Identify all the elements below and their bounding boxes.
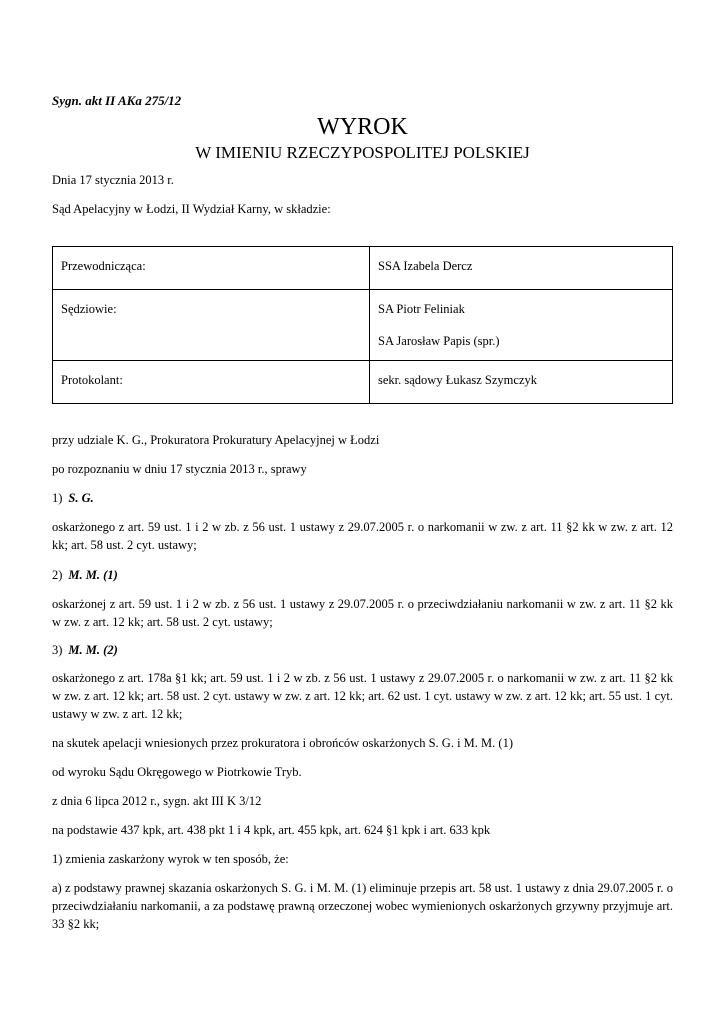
defendant-3-name: M. M. (2)	[68, 643, 118, 657]
document-title: WYROK	[317, 114, 408, 140]
judgment-date-line: z dnia 6 lipca 2012 r., sygn. akt III K 3/12	[52, 794, 262, 808]
judge-2: SA Jarosław Papis (spr.)	[378, 334, 500, 348]
document-subtitle: W IMIENIU RZECZYPOSPOLITEJ POLSKIEJ	[195, 143, 530, 162]
judge-1: SA Piotr Feliniak	[378, 302, 465, 316]
defendant-1-heading	[52, 489, 94, 507]
date-line: Dnia 17 stycznia 2013 r.	[52, 173, 174, 187]
defendant-2-name: M. M. (1)	[68, 568, 118, 582]
judgment-from-line: od wyroku Sądu Okręgowego w Piotrkowie Tryb.	[52, 765, 302, 779]
defendant-2-heading	[52, 566, 118, 584]
defendant-1-number: 1)	[52, 491, 63, 505]
defendant-3-charge: oskarżonego z art. 178a §1 kk; art. 59 ust. 1 i 2 w zb. z 56 ust. 1 ustawy z 29.07.2005 r. o narkomanii w zw. z art. 11 §2 kk w zw. z art. 12 kk; art. 58 ust. 2 cyt. ustawy w zw. z art. 12 kk; art. 62 ust. 1 cyt. ustawy w zw. z art. 12 kk; art. 55 ust. 1 cyt. ustawy w zw. z art. 12 kk;	[52, 671, 673, 721]
prosecutor-line: przy udziale K. G., Prokuratora Prokuratury Apelacyjnej w Łodzi	[52, 433, 380, 447]
court-line: Sąd Apelacyjny w Łodzi, II Wydział Karny, w składzie:	[52, 202, 331, 216]
appeal-line: na skutek apelacji wniesionych przez prokuratora i obrońców oskarżonych S. G. i M. M. (1)	[52, 736, 513, 750]
hearing-line: po rozpoznaniu w dniu 17 stycznia 2013 r., sprawy	[52, 462, 307, 476]
defendant-1-name: S. G.	[68, 491, 94, 505]
table-row	[53, 361, 673, 404]
table-row	[53, 247, 673, 290]
judges-cell	[370, 290, 673, 361]
chair-value: SSA Izabela Dercz	[370, 247, 673, 290]
table-row	[53, 290, 673, 361]
chair-label: Przewodnicząca:	[53, 247, 370, 290]
defendant-1-charge: oskarżonego z art. 59 ust. 1 i 2 w zb. z 56 ust. 1 ustawy z 29.07.2005 r. o narkomanii w zw. z art. 11 §2 kk w zw. z art. 12 kk; art. 58 ust. 2 cyt. ustawy;	[52, 520, 673, 552]
judges-label: Sędziowie:	[53, 290, 370, 361]
ruling-1: 1) zmienia zaskarżony wyrok w ten sposób, że:	[52, 852, 289, 866]
legal-basis-line: na podstawie 437 kpk, art. 438 pkt 1 i 4 kpk, art. 455 kpk, art. 624 §1 kpk i art. 633 kpk	[52, 823, 491, 837]
clerk-label: Protokolant:	[53, 361, 370, 404]
defendant-3-heading	[52, 641, 118, 659]
case-number: Sygn. akt II AKa 275/12	[52, 93, 182, 108]
clerk-value: sekr. sądowy Łukasz Szymczyk	[370, 361, 673, 404]
defendant-2-number: 2)	[52, 568, 63, 582]
court-panel-table	[52, 246, 673, 404]
defendant-2-charge: oskarżonej z art. 59 ust. 1 i 2 w zb. z 56 ust. 1 ustawy z 29.07.2005 r. o przeciwdziałaniu narkomanii w zw. z art. 11 §2 kk w zw. z art. 12 kk; art. 58 ust. 2 cyt. ustawy;	[52, 597, 673, 629]
defendant-3-number: 3)	[52, 643, 63, 657]
ruling-1a: a) z podstawy prawnej skazania oskarżonych S. G. i M. M. (1) eliminuje przepis art. 58 ust. 1 ustawy z dnia 29.07.2005 r. o przeciwdziałaniu narkomanii, a za podstawę prawną orzeczonej wobec wymienionych oskarżonych grzywny przyjmuje art. 33 §2 kk;	[52, 881, 673, 931]
